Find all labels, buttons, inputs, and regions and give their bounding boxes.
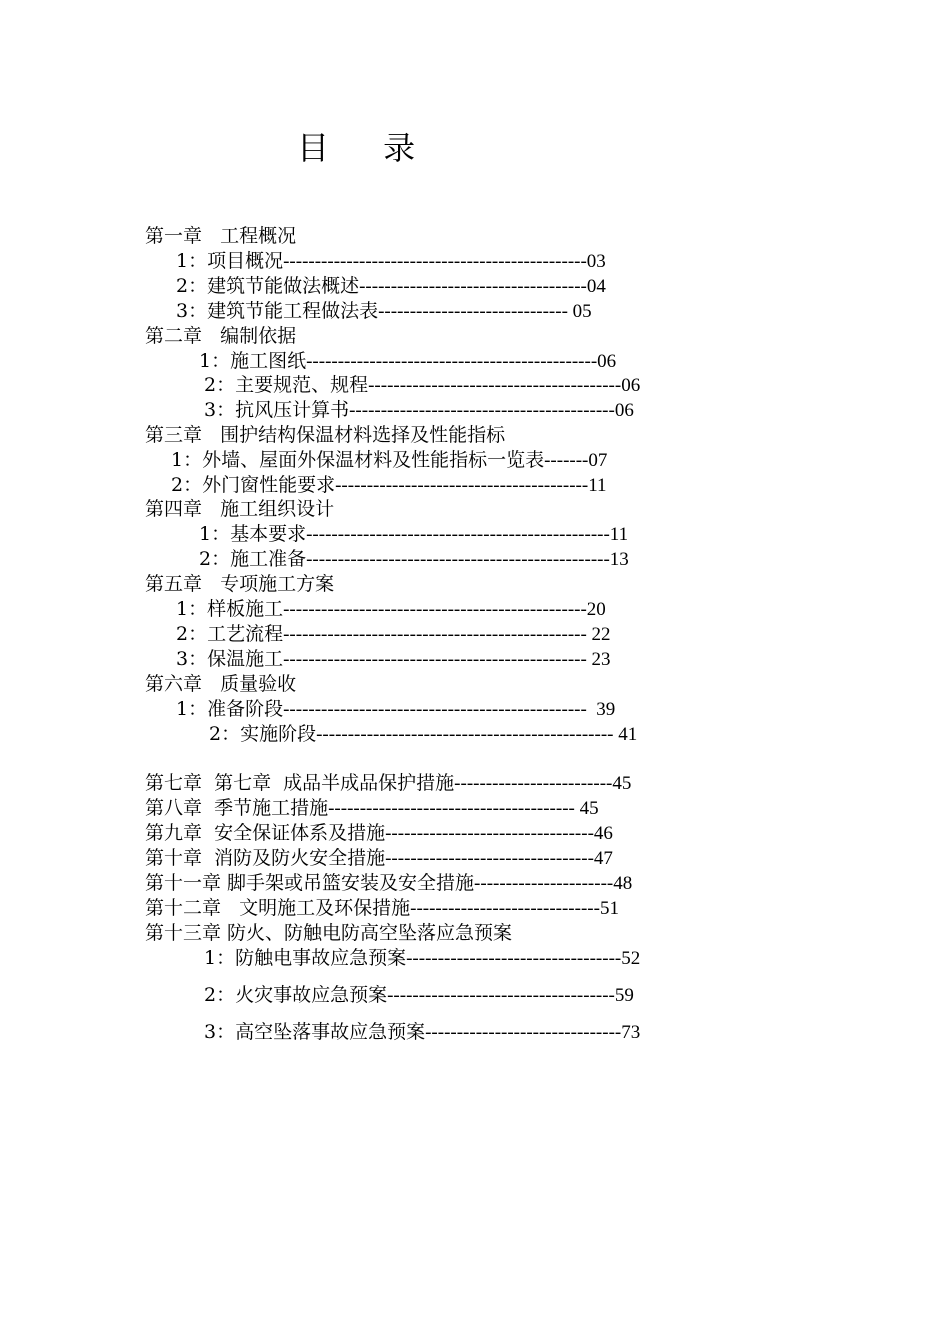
toc-page: 06: [614, 400, 634, 421]
toc-label: 第十三章 防火、防触电防高空坠落应急预案: [145, 922, 513, 944]
page-title: 目 录: [297, 129, 438, 167]
toc-leader: -----------------------------------------------: [316, 724, 614, 745]
toc-leader: ------------------------------------------------: [306, 524, 610, 545]
toc-entry[interactable]: [176, 249, 606, 274]
toc-entry[interactable]: [176, 622, 611, 647]
toc-label: 1：项目概况: [176, 250, 284, 272]
toc-label: 1：防触电事故应急预案: [204, 947, 407, 969]
toc-label: 1：基本要求: [199, 523, 307, 545]
toc-entry[interactable]: [204, 946, 640, 971]
toc-entry[interactable]: [176, 274, 606, 299]
toc-page: 06: [597, 351, 617, 372]
toc-page: 06: [621, 375, 641, 396]
toc-chapter-13[interactable]: [145, 921, 512, 945]
toc-page: 48: [613, 873, 633, 894]
toc-leader: -------------------------: [454, 773, 613, 794]
toc-chapter-10[interactable]: [145, 846, 613, 871]
toc-leader: ------------------------------------------: [349, 400, 615, 421]
toc-chapter-12[interactable]: [145, 896, 619, 921]
toc-page: 52: [621, 948, 641, 969]
toc-page: 47: [593, 848, 613, 869]
toc-chapter-11[interactable]: [145, 871, 632, 896]
toc-entry[interactable]: [171, 448, 607, 473]
toc-label: 2：外门窗性能要求: [171, 474, 336, 496]
toc-label: 3：保温施工: [176, 648, 284, 670]
toc-entry[interactable]: [199, 522, 628, 547]
toc-leader: ----------------------------------------------: [306, 351, 598, 372]
toc-entry[interactable]: [176, 299, 592, 324]
toc-leader: ---------------------------------------: [328, 798, 575, 819]
toc-page: 22: [586, 624, 611, 645]
toc-entry[interactable]: [204, 373, 640, 398]
toc-entry[interactable]: [176, 597, 606, 622]
toc-leader: ----------------------------------------: [368, 375, 622, 396]
toc-label: 第十章 消防及防火安全措施: [145, 847, 386, 869]
toc-chapter-1[interactable]: [145, 224, 296, 248]
toc-leader: ------------------------------------: [359, 276, 587, 297]
toc-label: 3：建筑节能工程做法表: [176, 300, 379, 322]
toc-leader: ------------------------------: [410, 898, 600, 919]
toc-page: 45: [612, 773, 632, 794]
toc-entry[interactable]: [199, 547, 629, 572]
toc-entry[interactable]: [199, 349, 616, 374]
toc-page: 03: [586, 251, 606, 272]
toc-leader: ----------------------------------------: [335, 475, 589, 496]
toc-chapter-2[interactable]: [145, 324, 296, 348]
toc-page: 05: [567, 301, 592, 322]
toc-label: 第七章 第七章 成品半成品保护措施: [145, 772, 455, 794]
toc-page: 13: [609, 549, 629, 570]
toc-label: 第三章 围护结构保温材料选择及性能指标: [145, 424, 506, 446]
toc-entry[interactable]: [209, 722, 637, 747]
toc-page: 45: [574, 798, 599, 819]
toc-page: 46: [593, 823, 613, 844]
toc-chapter-3[interactable]: [145, 423, 505, 447]
toc-label: 1：样板施工: [176, 598, 284, 620]
toc-leader: ------------------------------------------------: [283, 251, 587, 272]
toc-label: 1：施工图纸: [199, 350, 307, 372]
toc-entry[interactable]: [204, 983, 634, 1008]
toc-label: 2：施工准备: [199, 548, 307, 570]
toc-label: 第五章 专项施工方案: [145, 573, 335, 595]
toc-page: 20: [586, 599, 606, 620]
toc-entry[interactable]: [176, 697, 615, 722]
toc-chapter-5[interactable]: [145, 572, 334, 596]
toc-label: 3：抗风压计算书: [204, 399, 350, 421]
toc-leader: ----------------------: [474, 873, 614, 894]
toc-chapter-6[interactable]: [145, 672, 296, 696]
toc-page: 51: [599, 898, 619, 919]
toc-label: 2：工艺流程: [176, 623, 284, 645]
toc-label: 第十一章 脚手架或吊篮安装及安全措施: [145, 872, 475, 894]
toc-entry[interactable]: [204, 398, 634, 423]
toc-label: 1：外墙、屋面外保温材料及性能指标一览表: [171, 449, 545, 471]
toc-entry[interactable]: [204, 1020, 640, 1045]
toc-label: 第四章 施工组织设计: [145, 498, 335, 520]
toc-label: 1：准备阶段: [176, 698, 284, 720]
toc-page: 41: [613, 724, 638, 745]
toc-label: 2：建筑节能做法概述: [176, 275, 360, 297]
toc-label: 第一章 工程概况: [145, 225, 297, 247]
toc-leader: ------------------------------------------------: [306, 549, 610, 570]
toc-label: 2：火灾事故应急预案: [204, 984, 388, 1006]
toc-label: 第八章 季节施工措施: [145, 797, 329, 819]
toc-label: 2：主要规范、规程: [204, 374, 369, 396]
toc-label: 第二章 编制依据: [145, 325, 297, 347]
toc-leader: ---------------------------------: [385, 848, 594, 869]
toc-page: 11: [588, 475, 607, 496]
toc-label: 第十二章 文明施工及环保措施: [145, 897, 411, 919]
toc-leader: ------------------------------------------------: [283, 599, 587, 620]
toc-chapter-4[interactable]: [145, 497, 334, 521]
toc-page: 04: [586, 276, 606, 297]
toc-chapter-9[interactable]: [145, 821, 613, 846]
toc-entry[interactable]: [171, 473, 606, 498]
toc-leader: ------------------------------------: [387, 985, 615, 1006]
toc-chapter-8[interactable]: [145, 796, 599, 821]
toc-leader: -------------------------------: [425, 1022, 622, 1043]
toc-leader: ------------------------------------------------: [283, 699, 587, 720]
toc-page: 07: [588, 450, 608, 471]
toc-leader: ------------------------------------------------: [283, 624, 587, 645]
toc-page: 39: [586, 699, 616, 720]
toc-page: 59: [614, 985, 634, 1006]
toc-leader: ------------------------------------------------: [283, 649, 587, 670]
toc-leader: ------------------------------: [378, 301, 568, 322]
toc-label: 3：高空坠落事故应急预案: [204, 1021, 426, 1043]
toc-chapter-7[interactable]: [145, 771, 631, 796]
toc-label: 第六章 质量验收: [145, 673, 297, 695]
toc-label: 第九章 安全保证体系及措施: [145, 822, 386, 844]
toc-leader: ----------------------------------: [406, 948, 622, 969]
toc-leader: -------: [544, 450, 589, 471]
toc-leader: ---------------------------------: [385, 823, 594, 844]
toc-entry[interactable]: [176, 647, 611, 672]
toc-page: 11: [609, 524, 629, 545]
toc-page: 23: [586, 649, 611, 670]
toc-label: 2：实施阶段: [209, 723, 317, 745]
toc-page: 73: [621, 1022, 641, 1043]
